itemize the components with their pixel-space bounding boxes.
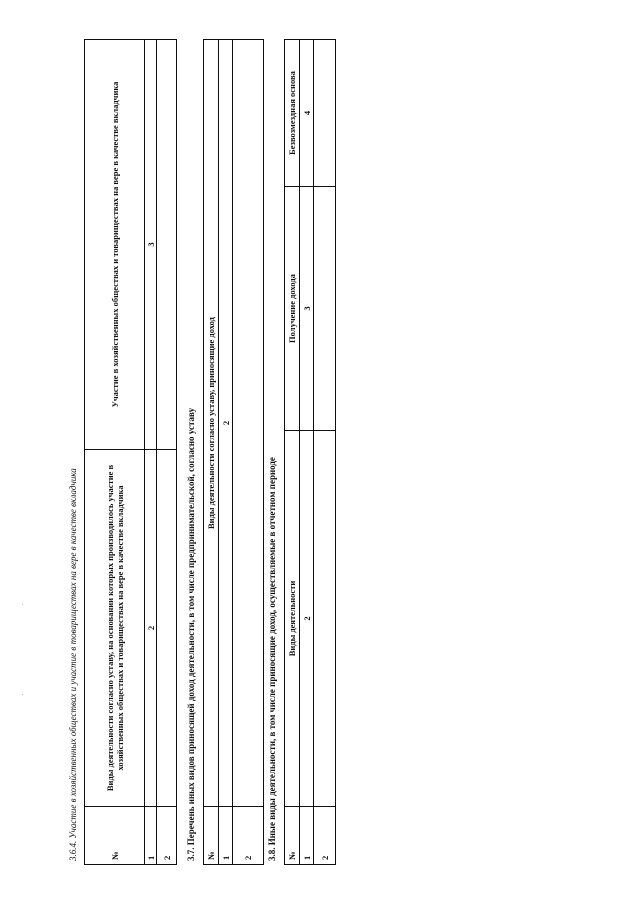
- table-cell: [233, 40, 264, 807]
- section-37-caption: 3.7. Перечень иных видов приносящей доход деятельности, в том числе предпринимательской, согласно уставу: [186, 407, 196, 861]
- table-index-row: [300, 40, 314, 865]
- scan-speck: [22, 694, 23, 695]
- section-38-table: [284, 39, 336, 865]
- index-cell: 4: [300, 40, 314, 187]
- index-cell: 1: [300, 807, 314, 865]
- index-cell: 2: [219, 40, 233, 807]
- section-364-table: [84, 39, 177, 865]
- row-number-cell: 2: [157, 807, 177, 865]
- header-cell-number: №: [204, 807, 219, 865]
- table-index-row: [145, 40, 157, 865]
- header-cell-activities: Виды деятельности: [285, 431, 300, 807]
- index-cell: 2: [145, 450, 157, 807]
- table-header-row: [285, 40, 300, 865]
- table-index-row: [219, 40, 233, 865]
- table-cell: [314, 187, 336, 431]
- table-header-row: [85, 40, 145, 865]
- header-cell-free-basis: Безвозмездная основа: [285, 40, 300, 187]
- row-number-cell: 2: [233, 807, 264, 865]
- row-number-cell: 2: [314, 807, 336, 865]
- table-row: [157, 40, 177, 865]
- header-cell-number: №: [85, 807, 145, 865]
- header-cell-participation: Участие в хозяйственных обществах и товариществах на вере в качестве вкладчика: [85, 40, 145, 450]
- table-cell: [157, 40, 177, 450]
- index-cell: 3: [300, 187, 314, 431]
- index-cell: 1: [145, 807, 157, 865]
- table-cell: [314, 431, 336, 807]
- table-row: [314, 40, 336, 865]
- header-cell-activities: Виды деятельности согласно уставу, на основании которых производилось участие в хозяйственных обществах и товариществах на вере в качестве вкладчика: [85, 450, 145, 807]
- section-364-caption: 3.6.4. Участие в хозяйственных обществах и участие в товариществах на вере в качестве вкладчика: [68, 468, 78, 861]
- index-cell: 3: [145, 40, 157, 450]
- index-cell: 1: [219, 807, 233, 865]
- section-38-caption: 3.8. Иные виды деятельности, в том числе приносящие доход, осуществляемые в отчетном периоде: [267, 457, 277, 861]
- table-cell: [314, 40, 336, 187]
- table-row: [233, 40, 264, 865]
- table-cell: [157, 450, 177, 807]
- header-cell-income: Получение дохода: [285, 187, 300, 431]
- table-header-row: [204, 40, 219, 865]
- scan-speck: [22, 604, 23, 605]
- header-cell-activities: Виды деятельности согласно уставу, приносящие доход: [204, 40, 219, 807]
- section-37-table: [203, 39, 264, 865]
- header-cell-number: №: [285, 807, 300, 865]
- index-cell: 2: [300, 431, 314, 807]
